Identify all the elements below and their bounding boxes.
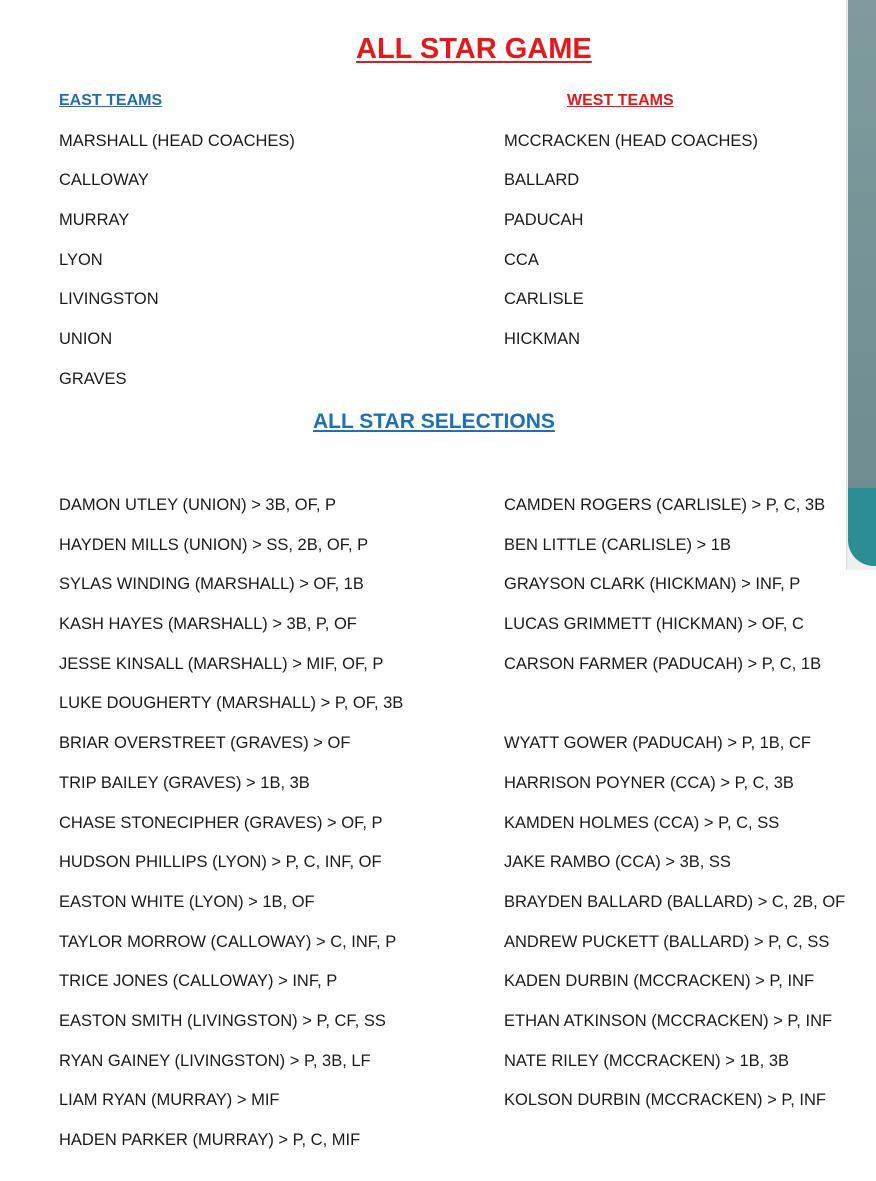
west-selection: BEN LITTLE (CARLISLE) > 1B bbox=[504, 536, 731, 554]
east-selection: TRICE JONES (CALLOWAY) > INF, P bbox=[59, 972, 338, 990]
west-selection: LUCAS GRIMMETT (HICKMAN) > OF, C bbox=[504, 615, 804, 633]
west-selection: ANDREW PUCKETT (BALLARD) > P, C, SS bbox=[504, 933, 830, 951]
east-team-item: LYON bbox=[59, 251, 103, 269]
side-panel-gradient bbox=[848, 0, 876, 488]
east-teams-heading: EAST TEAMS bbox=[59, 92, 163, 109]
east-team-item: MURRAY bbox=[59, 211, 130, 229]
east-selection: JESSE KINSALL (MARSHALL) > MIF, OF, P bbox=[59, 655, 384, 673]
west-selection: WYATT GOWER (PADUCAH) > P, 1B, CF bbox=[504, 734, 811, 752]
east-team-item: MARSHALL (HEAD COACHES) bbox=[59, 132, 295, 150]
east-selection: LIAM RYAN (MURRAY) > MIF bbox=[59, 1091, 280, 1109]
west-selection: HARRISON POYNER (CCA) > P, C, 3B bbox=[504, 774, 794, 792]
east-selection: LUKE DOUGHERTY (MARSHALL) > P, OF, 3B bbox=[59, 694, 404, 712]
west-team-item: HICKMAN bbox=[504, 330, 581, 348]
east-selection: EASTON WHITE (LYON) > 1B, OF bbox=[59, 893, 315, 911]
west-team-item: MCCRACKEN (HEAD COACHES) bbox=[504, 132, 758, 150]
east-selection: TAYLOR MORROW (CALLOWAY) > C, INF, P bbox=[59, 933, 397, 951]
selections-heading: ALL STAR SELECTIONS bbox=[313, 410, 555, 433]
west-teams-heading: WEST TEAMS bbox=[567, 92, 674, 109]
east-selection: SYLAS WINDING (MARSHALL) > OF, 1B bbox=[59, 575, 364, 593]
east-selection: EASTON SMITH (LIVINGSTON) > P, CF, SS bbox=[59, 1012, 386, 1030]
west-selection: KAMDEN HOLMES (CCA) > P, C, SS bbox=[504, 814, 780, 832]
west-selection: BRAYDEN BALLARD (BALLARD) > C, 2B, OF bbox=[504, 893, 846, 911]
west-team-item: PADUCAH bbox=[504, 211, 584, 229]
west-selection: NATE RILEY (MCCRACKEN) > 1B, 3B bbox=[504, 1052, 790, 1070]
east-team-item: LIVINGSTON bbox=[59, 290, 159, 308]
east-selection: DAMON UTLEY (UNION) > 3B, OF, P bbox=[59, 496, 337, 514]
east-selection: HUDSON PHILLIPS (LYON) > P, C, INF, OF bbox=[59, 853, 382, 871]
east-selection: TRIP BAILEY (GRAVES) > 1B, 3B bbox=[59, 774, 310, 792]
west-selection: CARSON FARMER (PADUCAH) > P, C, 1B bbox=[504, 655, 822, 673]
east-selection: KASH HAYES (MARSHALL) > 3B, P, OF bbox=[59, 615, 357, 633]
west-selection: CAMDEN ROGERS (CARLISLE) > P, C, 3B bbox=[504, 496, 826, 514]
side-panel-accent bbox=[848, 488, 876, 566]
east-selection: CHASE STONECIPHER (GRAVES) > OF, P bbox=[59, 814, 383, 832]
west-team-item: CCA bbox=[504, 251, 539, 269]
west-team-item: CARLISLE bbox=[504, 290, 584, 308]
west-selection: JAKE RAMBO (CCA) > 3B, SS bbox=[504, 853, 731, 871]
page-title: ALL STAR GAME bbox=[356, 33, 592, 65]
west-selection: KOLSON DURBIN (MCCRACKEN) > P, INF bbox=[504, 1091, 826, 1109]
west-selection: ETHAN ATKINSON (MCCRACKEN) > P, INF bbox=[504, 1012, 833, 1030]
west-selection: GRAYSON CLARK (HICKMAN) > INF, P bbox=[504, 575, 801, 593]
west-team-item: BALLARD bbox=[504, 171, 580, 189]
east-selection: HADEN PARKER (MURRAY) > P, C, MIF bbox=[59, 1131, 361, 1149]
east-team-item: UNION bbox=[59, 330, 113, 348]
east-selection: HAYDEN MILLS (UNION) > SS, 2B, OF, P bbox=[59, 536, 369, 554]
east-team-item: CALLOWAY bbox=[59, 171, 149, 189]
east-selection: RYAN GAINEY (LIVINGSTON) > P, 3B, LF bbox=[59, 1052, 371, 1070]
east-selection: BRIAR OVERSTREET (GRAVES) > OF bbox=[59, 734, 351, 752]
west-selection: KADEN DURBIN (MCCRACKEN) > P, INF bbox=[504, 972, 815, 990]
east-team-item: GRAVES bbox=[59, 370, 127, 388]
